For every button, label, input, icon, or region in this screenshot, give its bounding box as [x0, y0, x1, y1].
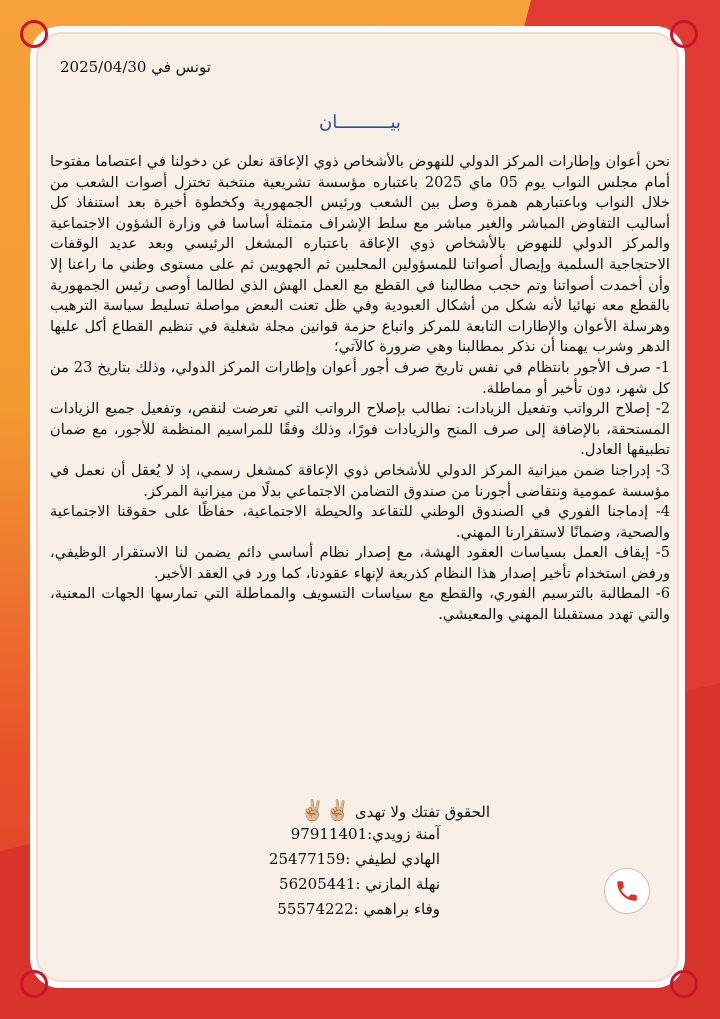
- document-date: تونس في 2025/04/30: [60, 58, 211, 76]
- corner-ring-top-right: [670, 20, 698, 48]
- demand-item: 6- المطالبة بالترسيم الفوري، والقطع مع سياسات التسويف والمماطلة التي تمارسها الجهات المعنية، والتي تهدد مستقبلنا المهني والمعيشي.: [50, 585, 670, 624]
- corner-ring-top-left: [20, 20, 48, 48]
- slogan-text: الحقوق تفتك ولا تهدى: [354, 803, 490, 821]
- contact-list: [269, 822, 440, 922]
- demand-item: 1- صرف الأجور بانتظام في نفس تاريخ صرف أجور أعوان وإطارات المركز الدولي، وذلك بتاريخ 23 من كل شهر، دون تأخير أو مماطلة.: [50, 358, 670, 397]
- contact-entry: الهادي لطيفي :25477159: [268, 850, 440, 868]
- slogan-line: [300, 798, 490, 822]
- intro-paragraph: نحن أعوان وإطارات المركز الدولي للنهوض بالأشخاص ذوي الإعاقة نعلن عن دخولنا في اعتصاما مفتوحا أمام مجلس النواب يوم 05 ماي 2025 باعتباره مؤسسة تشريعية منتخبة تختزل أصوات الشعب من خلال النواب وباعتبارهم همزة وصل بين الشعب ورئيس الجمهورية وكخطوة أخيرة بعد استنفاذ كل أساليب التفاوض المباشر والغير مباشر مع سلط الإشراف متمثلة أساسا في وزارة الشؤون الاجتماعية والمركز الدولي للنهوض بالأشخاص ذوي الإعاقة باعتباره المشغل الرئيسي وبعد عديد الوقفات الاحتجاجية السلمية وإيصال أصواتنا للمسؤولين المحليين ثم الجهويين ثم على مستوى وطني ما راعنا إلا وأن أخمدت أصواتنا وتم حجب مطالبنا في القطع مع العمل الهش الذي لطالما أوصى رئيس الجمهورية بالقطع معه نهائيا لأنه شكل من أشكال العبودية وفي ظل تعنت البعض مواصلة تسليط سياسة الترهيب وهرسلة الأعوان والإطارات التابعة للمركز واتباع حزمة قوانين مجلة شغلية في تنظيم القطاع أكل عليها الدهر وشرب يهمنا أن نذكر بمطالبنا وهي ضرورة كالآتي؛: [50, 153, 670, 356]
- demand-item: 4- إدماجنا الفوري في الصندوق الوطني للتقاعد والحيطة الاجتماعية، حفاظًا على حقوقنا الاجتماعية والصحية، وضمانًا لاستقرارنا المهني.: [50, 503, 670, 541]
- contact-entry: وفاء براهمي :55574222: [277, 900, 440, 918]
- victory-hand-icon: ✌🏼✌🏼: [300, 798, 351, 822]
- phone-icon: [604, 868, 650, 914]
- corner-ring-bottom-left: [20, 970, 48, 998]
- contact-entry: نهلة المازني :56205441: [279, 875, 440, 893]
- demand-item: 3- إدراجنا ضمن ميزانية المركز الدولي للأشخاص ذوي الإعاقة كمشغل رسمي، إذ لا يُعقل أن نعمل في مؤسسة عمومية ونتقاضى أجورنا من صندوق التضامن الاجتماعي بدلًا من ميزانية المركز.: [50, 461, 670, 500]
- demand-item: 5- إيقاف العمل بسياسات العقود الهشة، مع إصدار نظام أساسي دائم يضمن لنا الاستقرار الوظيفي، ورفض استخدام تأخير إصدار هذا النظام كذريعة لإنهاء عقودنا، كما ورد في العقد الأخير.: [50, 544, 670, 582]
- demand-item: 2- إصلاح الرواتب وتفعيل الزيادات: نطالب بإصلاح الرواتب التي تعرضت لنقص، وتفعيل جميع الزيادات المستحقة، بالإضافة إلى صرف المنح والزيادات فورًا، وذلك وفقًا للمراسيم المنظمة للأجور، مع ضمان تطبيقها العادل.: [50, 400, 670, 459]
- corner-ring-bottom-right: [670, 970, 698, 998]
- contact-entry: آمنة زويدي:97911401: [290, 825, 440, 843]
- document-body: [50, 152, 670, 626]
- document-title: بيــــــــــان: [319, 112, 401, 133]
